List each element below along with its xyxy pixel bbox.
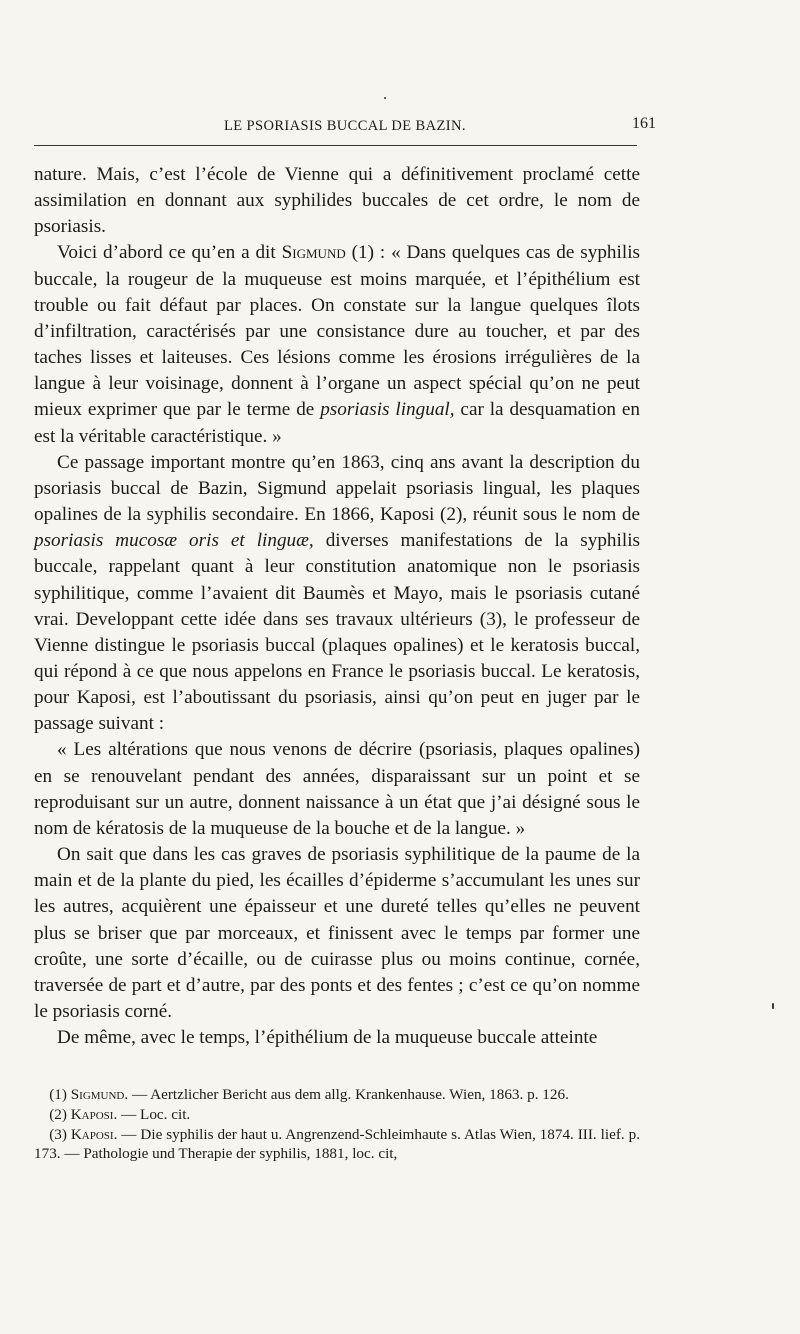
latin-term: psoriasis mucosæ oris et linguæ, [34,530,314,552]
paragraph-4-text: « Les altérations que nous venons de décrire (psoriasis, plaques opalines) en se renouvelant pendant des années, disparaissant sur un point et se reproduisant sur un autre, donnent naissance à un état que j’ai désigné sous le nom de kératosis de la muqueuse de la bouche et de la langue. » [34,739,640,839]
footnote-1-text: . — Aertzlicher Bericht aus dem allg. Krankenhause. Wien, 1863. p. 126. [124,1086,569,1103]
footnotes [34,1085,640,1164]
footnote-1-author: Sigmund [70,1086,125,1103]
footnote-3-number: (3) [49,1125,71,1143]
margin-speck [772,1003,774,1009]
paragraph-6 [34,1025,640,1051]
footnote-2-author: Kaposi [70,1105,114,1123]
footnote-2-number: (2) [49,1105,71,1123]
header-rule [34,145,637,146]
footnote-3 [34,1125,640,1165]
paragraph-1 [34,162,640,240]
footnote-2 [34,1105,640,1125]
page-header [34,114,656,138]
paragraph-2-ending: car la desquamation en est la véritable caractéristique. » [34,399,640,447]
footnote-3-author: Kaposi [70,1125,114,1143]
footnote-2-text: . — Loc. cit. [113,1105,191,1123]
author-name: Sigmund [281,242,346,264]
paragraph-3 [34,450,640,738]
paragraph-5-text: On sait que dans les cas graves de psoriasis syphilitique de la paume de la main et de la plante du pied, les écailles d’épiderme s’accumulant les unes sur les autres, acquièrent une épaisseur et une dureté telles qu’elles ne peuvent plus se briser que par morceaux, et finissent avec le temps par former une croûte, une sorte d’écaille, ou de cuirasse plus ou moins continue, cornée, traversée de part et d’autre, par des ponts et des fentes ; c’est ce qu’on nomme le psoriasis corné. [34,844,640,1022]
main-text [34,162,640,1051]
footnote-1-number: (1) [49,1086,71,1103]
paragraph-6-text: De même, avec le temps, l’épithélium de la muqueuse buccale atteinte [57,1027,598,1049]
paragraph-4 [34,737,640,842]
emphasis-term: psoriasis lingual, [320,399,455,421]
paragraph-2-intro: Voici d’abord ce qu’en a dit [57,242,282,264]
paragraph-3-ending: diverses manifestations de la syphilis buccale, rappelant quant à leur constitution anatomique non le psoriasis syphilitique, comme l’avaient dit Baumès et Mayo, mais le psoriasis cutané vrai. Developpant cette idée dans ses travaux ultérieurs (3), le professeur de Vienne distingue le psoriasis buccal (plaques opalines) et le keratosis buccal, qui répond à ce que nous appelons en France le psoriasis buccal. Le keratosis, pour Kaposi, est l’aboutissant du psoriasis, ainsi qu’on peut en juger par le passage suivant : [34,530,640,735]
running-title: LE PSORIASIS BUCCAL DE BAZIN. [224,118,466,134]
paragraph-2 [34,240,640,449]
print-speck [384,97,386,99]
footnote-3-text: . — Die syphilis der haut u. Angrenzend-Schleimhaute s. Atlas Wien, 1874. III. lief. p. 173. — Pathologie und Therapie der syphilis, 1881, loc. cit, [34,1125,640,1163]
footnote-1 [34,1085,640,1105]
paragraph-5 [34,842,640,1025]
paragraph-1-text: nature. Mais, c’est l’école de Vienne qui a définitivement proclamé cette assimilation en donnant aux syphilides buccales de cet ordre, le nom de psoriasis. [34,164,640,238]
paragraph-2-text: (1) : « Dans quelques cas de syphilis buccale, la rougeur de la muqueuse est moins marquée, et l’épithélium est trouble ou fait défaut par places. On constate sur la langue quelques îlots d’infiltration, caractérisés par une consistance dure au toucher, et par des taches lisses et laiteuses. Ces lésions comme les érosions irrégulières de la langue à leur voisinage, donnent à l’organe un aspect spécial qu’on ne peut mieux exprimer que par le terme de [34,242,640,421]
page-number: 161 [632,115,656,132]
paragraph-3-text: Ce passage important montre qu’en 1863, cinq ans avant la description du psoriasis buccal de Bazin, Sigmund appelait psoriasis lingual, les plaques opalines de la syphilis secondaire. En 1866, Kaposi (2), réunit sous le nom de [34,451,640,526]
